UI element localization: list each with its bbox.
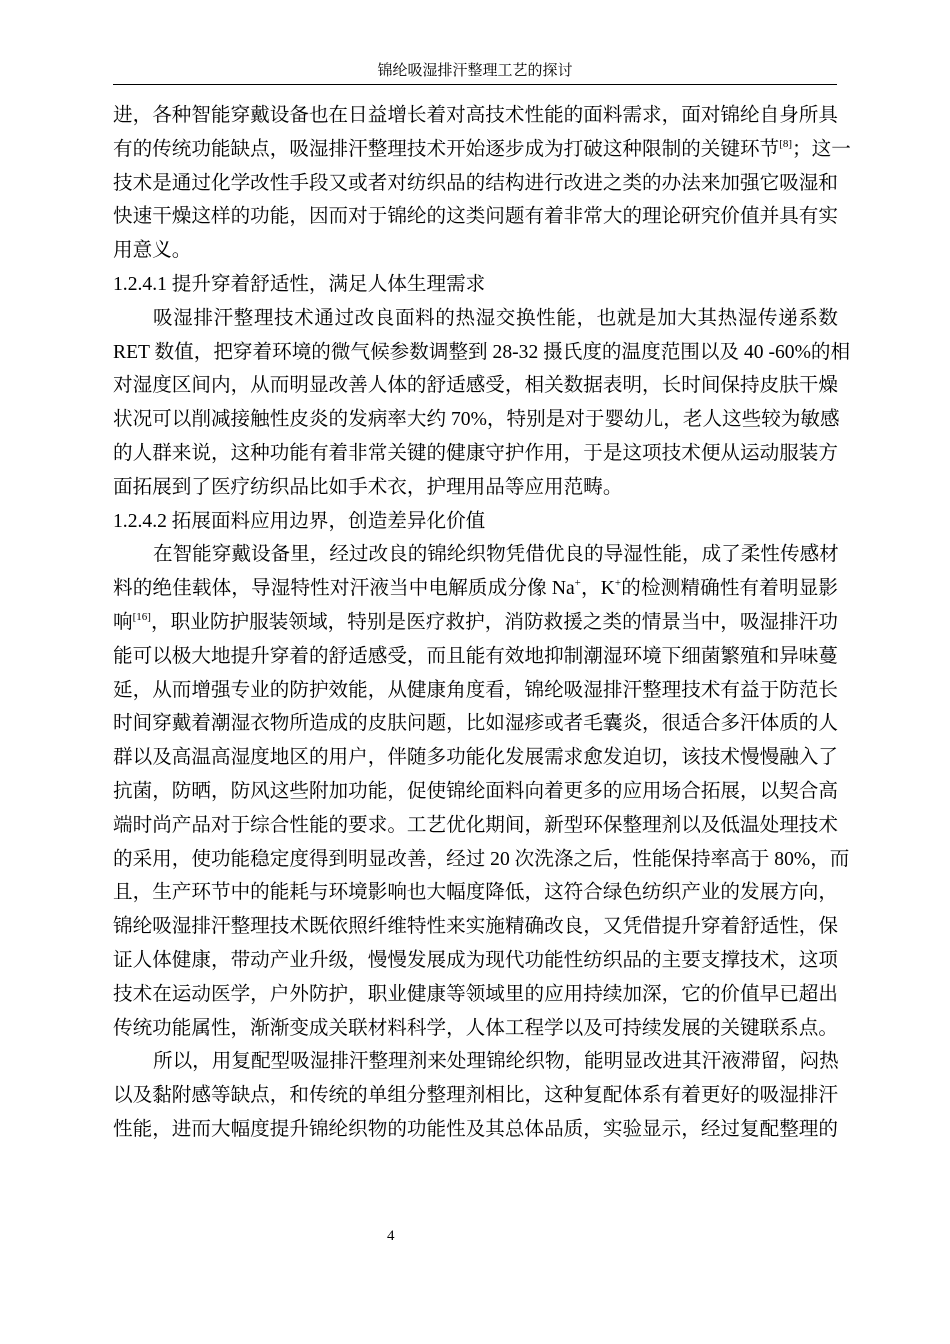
text-line: 锦纶吸湿排汗整理技术既依照纤维特性来实施精确改良，又凭借提升穿着舒适性，保 [113, 916, 838, 938]
text-line: 传统功能属性，渐渐变成关联材料科学，人体工程学以及可持续发展的关键联系点。 [113, 1017, 838, 1039]
superscript-plus: + [574, 577, 581, 590]
text-line: 延，从而增强专业的防护效能，从健康角度看，锦纶吸湿排汗整理技术有益于防范长 [113, 679, 838, 701]
text-line: 对湿度区间内，从而明显改善人体的舒适感受，相关数据表明，长时间保持皮肤干燥 [113, 375, 838, 397]
page-number: 4 [387, 1228, 395, 1244]
section-heading-1-2-4-2: 1.2.4.2 拓展面料应用边界，创造差异化价值 [113, 510, 486, 532]
line-text: 的检测精确性有着明显影 [621, 578, 839, 600]
text-line-with-superscripts [113, 572, 838, 606]
citation: [8] [779, 137, 793, 150]
text-line: 性能，进而大幅度提升锦纶织物的功能性及其总体品质，实验显示，经过复配整理的 [113, 1118, 838, 1140]
text-line: 技术是通过化学改性手段又或者对纺织品的结构进行改进之类的办法来加强它吸湿和 [113, 172, 838, 194]
text-line: 的人群来说，这种功能有着非常关键的健康守护作用，于是这项技术便从运动服装方 [113, 442, 838, 464]
citation: [16] [132, 610, 151, 623]
line-text: 料的绝佳载体，导湿特性对汗液当中电解质成分像 Na [113, 578, 575, 600]
header-title: 锦纶吸湿排汗整理工艺的探讨 [377, 63, 573, 79]
text-line: 时间穿戴着潮湿衣物所造成的皮肤问题，比如湿疹或者毛囊炎，很适合多汗体质的人 [113, 713, 838, 735]
paragraph-start: 吸湿排汗整理技术通过改良面料的热湿交换性能，也就是加大其热湿传递系数 [153, 307, 838, 329]
text-line-with-citation [113, 606, 838, 640]
line-text: ；这一 [792, 138, 851, 160]
text-line: 面拓展到了医疗纺织品比如手术衣，护理用品等应用范畴。 [113, 476, 623, 498]
text-line: 能可以极大地提升穿着的舒适感受，而且能有效地抑制潮湿环境下细菌繁殖和异味蔓 [113, 645, 838, 667]
text-line: 且，生产环节中的能耗与环境影响也大幅度降低，这符合绿色纺织产业的发展方向， [113, 882, 838, 904]
line-text: 有的传统功能缺点，吸湿排汗整理技术开始逐步成为打破这种限制的关键环节 [113, 138, 780, 160]
running-header [113, 60, 837, 85]
line-text: ，K [580, 578, 615, 600]
text-line: 抗菌，防晒，防风这些附加功能，促使锦纶面料向着更多的应用场合拓展，以契合高 [113, 780, 838, 802]
text-line: 群以及高温高湿度地区的用户，伴随多功能化发展需求愈发迫切，该技术慢慢融入了 [113, 747, 838, 769]
text-line: 端时尚产品对于综合性能的要求。工艺优化期间，新型环保整理剂以及低温处理技术 [113, 814, 838, 836]
line-text: ，职业防护服装领域，特别是医疗救护，消防救援之类的情景当中，吸湿排汗功 [150, 611, 839, 633]
text-line: 用意义。 [113, 240, 192, 262]
paragraph-start: 所以，用复配型吸湿排汗整理剂来处理锦纶织物，能明显改进其汗液滞留，闷热 [153, 1051, 839, 1073]
text-line: 的采用，使功能稳定度得到明显改善，经过 20 次洗涤之后，性能保持率高于 80%，而 [113, 848, 850, 870]
body-text [113, 99, 851, 1147]
line-text: 响 [113, 611, 133, 633]
text-line-with-citation [113, 133, 851, 167]
text-line: 证人体健康，带动产业升级，慢慢发展成为现代功能性纺织品的主要支撑技术，这项 [113, 949, 838, 971]
text-line: 状况可以削减接触性皮炎的发病率大约 70%，特别是对于婴幼儿，老人这些较为敏感 [113, 409, 840, 431]
text-line: 进，各种智能穿戴设备也在日益增长着对高技术性能的面料需求，面对锦纶自身所具 [113, 105, 838, 126]
text-line: 以及黏附感等缺点，和传统的单组分整理剂相比，这种复配体系有着更好的吸湿排汗 [113, 1085, 838, 1107]
text-line: 技术在运动医学，户外防护，职业健康等领域里的应用持续加深，它的价值早已超出 [113, 983, 838, 1005]
section-heading-1-2-4-1: 1.2.4.1 提升穿着舒适性，满足人体生理需求 [113, 273, 486, 295]
superscript-plus: + [614, 577, 622, 590]
text-line: 快速干燥这样的功能，因而对于锦纶的这类问题有着非常大的理论研究价值并具有实 [113, 206, 838, 228]
text-line: RET 数值，把穿着环境的微气候参数调整到 28-32 摄氏度的温度范围以及 40 -60%的相 [113, 341, 851, 363]
paragraph-start: 在智能穿戴设备里，经过改良的锦纶织物凭借优良的导湿性能，成了柔性传感材 [153, 544, 839, 566]
